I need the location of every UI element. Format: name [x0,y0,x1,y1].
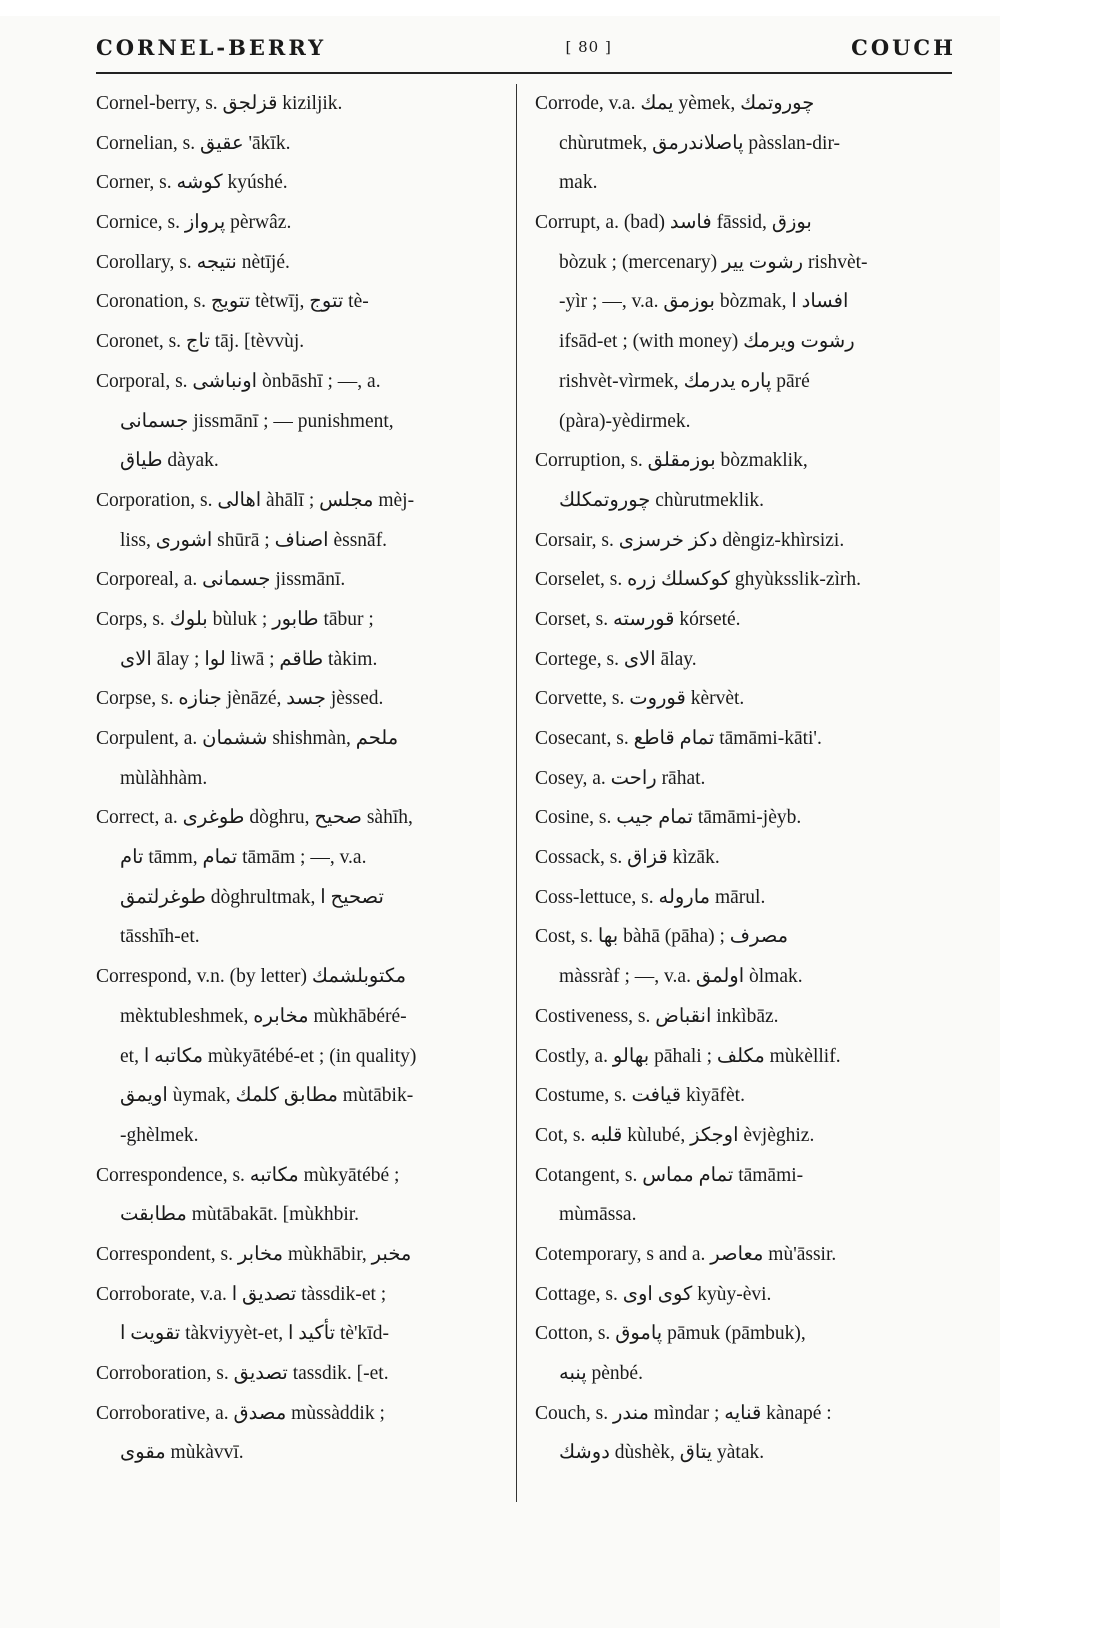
entry-continuation-line: mùmāssa. [559,1204,637,1226]
entry-continuation-line: طوغرلتمق dòghrultmak, تصحيح ا [120,886,384,908]
entry-continuation-line: màssràf ; —, v.a. اولمق òlmak. [559,966,803,988]
entry-line: Corroborative, a. مصدق mùssàddik ; [96,1402,385,1424]
entry-line: Cotemporary, s and a. معاصر mù'āssir. [535,1243,837,1265]
entry-continuation-line: الاى ālay ; لوا liwā ; طاقم tàkim. [120,648,378,670]
left-column [96,84,506,1473]
entry-line: Cost, s. بها bàhā (pāha) ; مصرف [535,926,789,948]
entry-continuation-line: mùlàhhàm. [120,767,208,789]
entry-continuation-line: (pàra)-yèdirmek. [559,410,691,432]
entry-line: Coss-lettuce, s. ماروله mārul. [535,886,766,908]
entry-line: Corporeal, a. جسمانى jissmānī. [96,569,346,591]
entry-line: Costiveness, s. انقباض inkìbāz. [535,1005,779,1027]
entry-line: Couch, s. مندر mìndar ; قنايه kànapé : [535,1402,832,1424]
entry-continuation-line: دوشك dùshèk, يتاق yàtak. [559,1442,765,1464]
page-header [96,30,956,64]
entry-line: Corollary, s. نتيجه nètījé. [96,251,290,273]
entry-continuation-line: جسمانى jissmānī ; — punishment, [120,410,394,432]
entry-continuation-line: مطابقت mùtābakāt. [mùkhbir. [120,1204,360,1226]
entry-continuation-line: مقوى mùkàvvī. [120,1442,244,1464]
entry-line: Corselet, s. كوكسلك زره ghyùksslik-zìrh. [535,569,862,591]
entry-continuation-line: اويمق ùymak, مطابق كلمك mùtābik- [120,1085,414,1107]
header-right-headword: COUCH [851,34,956,60]
entry-continuation-line: rishvèt-vìrmek, پاره يدرمك pāré [559,370,810,392]
entry-line: Cottage, s. كوى اوى kyùy-èvi. [535,1283,772,1305]
entry-line: Corrupt, a. (bad) فاسد fāssid, بوزق [535,212,812,234]
entry-line: Cot, s. قلبه kùlubé, اوجكز èvjèghiz. [535,1124,815,1146]
entry-line: Coronet, s. تاج tāj. [tèvvùj. [96,331,305,353]
entry-continuation-line: چوروتمكلك chùrutmeklik. [559,489,765,511]
entry-line: Cosine, s. تمام جيب tāmāmi-jèyb. [535,807,802,829]
entry-line: Corvette, s. قوروت kèrvèt. [535,688,745,710]
entry-continuation-line: mèktubleshmek, مخابره mùkhābéré- [120,1005,407,1027]
entry-line: Corpulent, a. ششمان shishmàn, ملحم [96,728,399,749]
entry-line: Correspondence, s. مكاتبه mùkyātébé ; [96,1164,400,1186]
entry-continuation-line: -ghèlmek. [120,1124,199,1146]
entry-line: Cossack, s. قزاق kìzāk. [535,847,720,869]
entry-line: Cotangent, s. تمام مماس tāmāmi- [535,1164,804,1186]
entry-line: Cornelian, s. عقيق 'ākīk. [96,132,291,154]
entry-line: Corset, s. قورسته kórseté. [535,608,741,630]
entry-line: Corrode, v.a. يمك yèmek, چوروتمك [535,93,815,114]
entry-line: Cornice, s. پرواز pèrwâz. [96,212,292,234]
entry-line: Corpse, s. جنازه jènāzé, جسد jèssed. [96,688,384,710]
entry-line: Cornel-berry, s. قزلجق kiziljik. [96,93,343,114]
entry-line: Corroboration, s. تصديق tassdik. [-et. [96,1363,389,1384]
entry-line: Cortege, s. الاى ālay. [535,648,697,670]
entry-line: Cosecant, s. تمام قاطع tāmāmi-kāti'. [535,728,822,749]
entry-line: Corsair, s. دكز خرسزى dèngiz-khìrsizi. [535,529,845,551]
entry-continuation-line: mak. [559,172,598,194]
entry-continuation-line: طياق dàyak. [120,450,219,472]
entry-line: Correct, a. طوغرى dòghru, صحيح sàhīh, [96,807,413,829]
entry-line: Costume, s. قيافت kìyāfèt. [535,1085,745,1107]
entry-continuation-line: تام tāmm, تمام tāmām ; —, v.a. [120,847,367,869]
entry-line: Cotton, s. پاموق pāmuk (pāmbuk), [535,1323,806,1345]
entry-line: Corporation, s. اهالى àhālī ; مجلس mèj- [96,489,415,511]
entry-line: Cosey, a. راحت rāhat. [535,767,706,789]
entry-line: Corroborate, v.a. تصديق ا tàssdik-et ; [96,1283,387,1305]
entry-line: Corporal, s. اونباشى ònbāshī ; —, a. [96,370,381,392]
entry-continuation-line: tāsshīh-et. [120,926,200,948]
column-divider [516,84,517,1502]
header-rule [96,72,952,74]
entry-line: Corruption, s. بوزمقلق bòzmaklik, [535,450,808,472]
entry-line: Correspondent, s. مخابر mùkhābir, مخبر [96,1243,412,1265]
entry-continuation-line: ifsād-et ; (with money) رشوت ويرمك [559,331,855,353]
entry-line: Correspond, v.n. (by letter) مكتوبلشمك [96,966,407,988]
entry-continuation-line: chùrutmek, پاصلاندرمق pàsslan-dir- [559,132,841,154]
entry-line: Costly, a. بهالو pāhali ; مكلف mùkèllif. [535,1045,841,1067]
entry-continuation-line: -yìr ; —, v.a. بوزمق bòzmak, افساد ا [559,291,849,313]
entry-continuation-line: liss, اشورى shūrā ; اصناف èssnāf. [120,529,388,551]
entry-continuation-line: پنبه pènbé. [559,1363,643,1384]
right-column [535,84,955,1473]
entry-line: Corner, s. كوشه kyúshé. [96,172,288,194]
entry-continuation-line: et, مكاتبه ا mùkyātébé-et ; (in quality) [120,1045,417,1067]
entry-continuation-line: bòzuk ; (mercenary) رشوت يير rishvèt- [559,251,868,273]
entry-line: Coronation, s. تتويج tètwīj, تتوج tè- [96,291,369,313]
entry-continuation-line: تقويت ا tàkviyyèt-et, تأكيد ا tè'kīd- [120,1323,389,1345]
page-number: [ 80 ] [565,38,612,56]
header-left-headword: CORNEL-BERRY [96,34,327,60]
entry-line: Corps, s. بلوك bùluk ; طابور tābur ; [96,608,374,630]
